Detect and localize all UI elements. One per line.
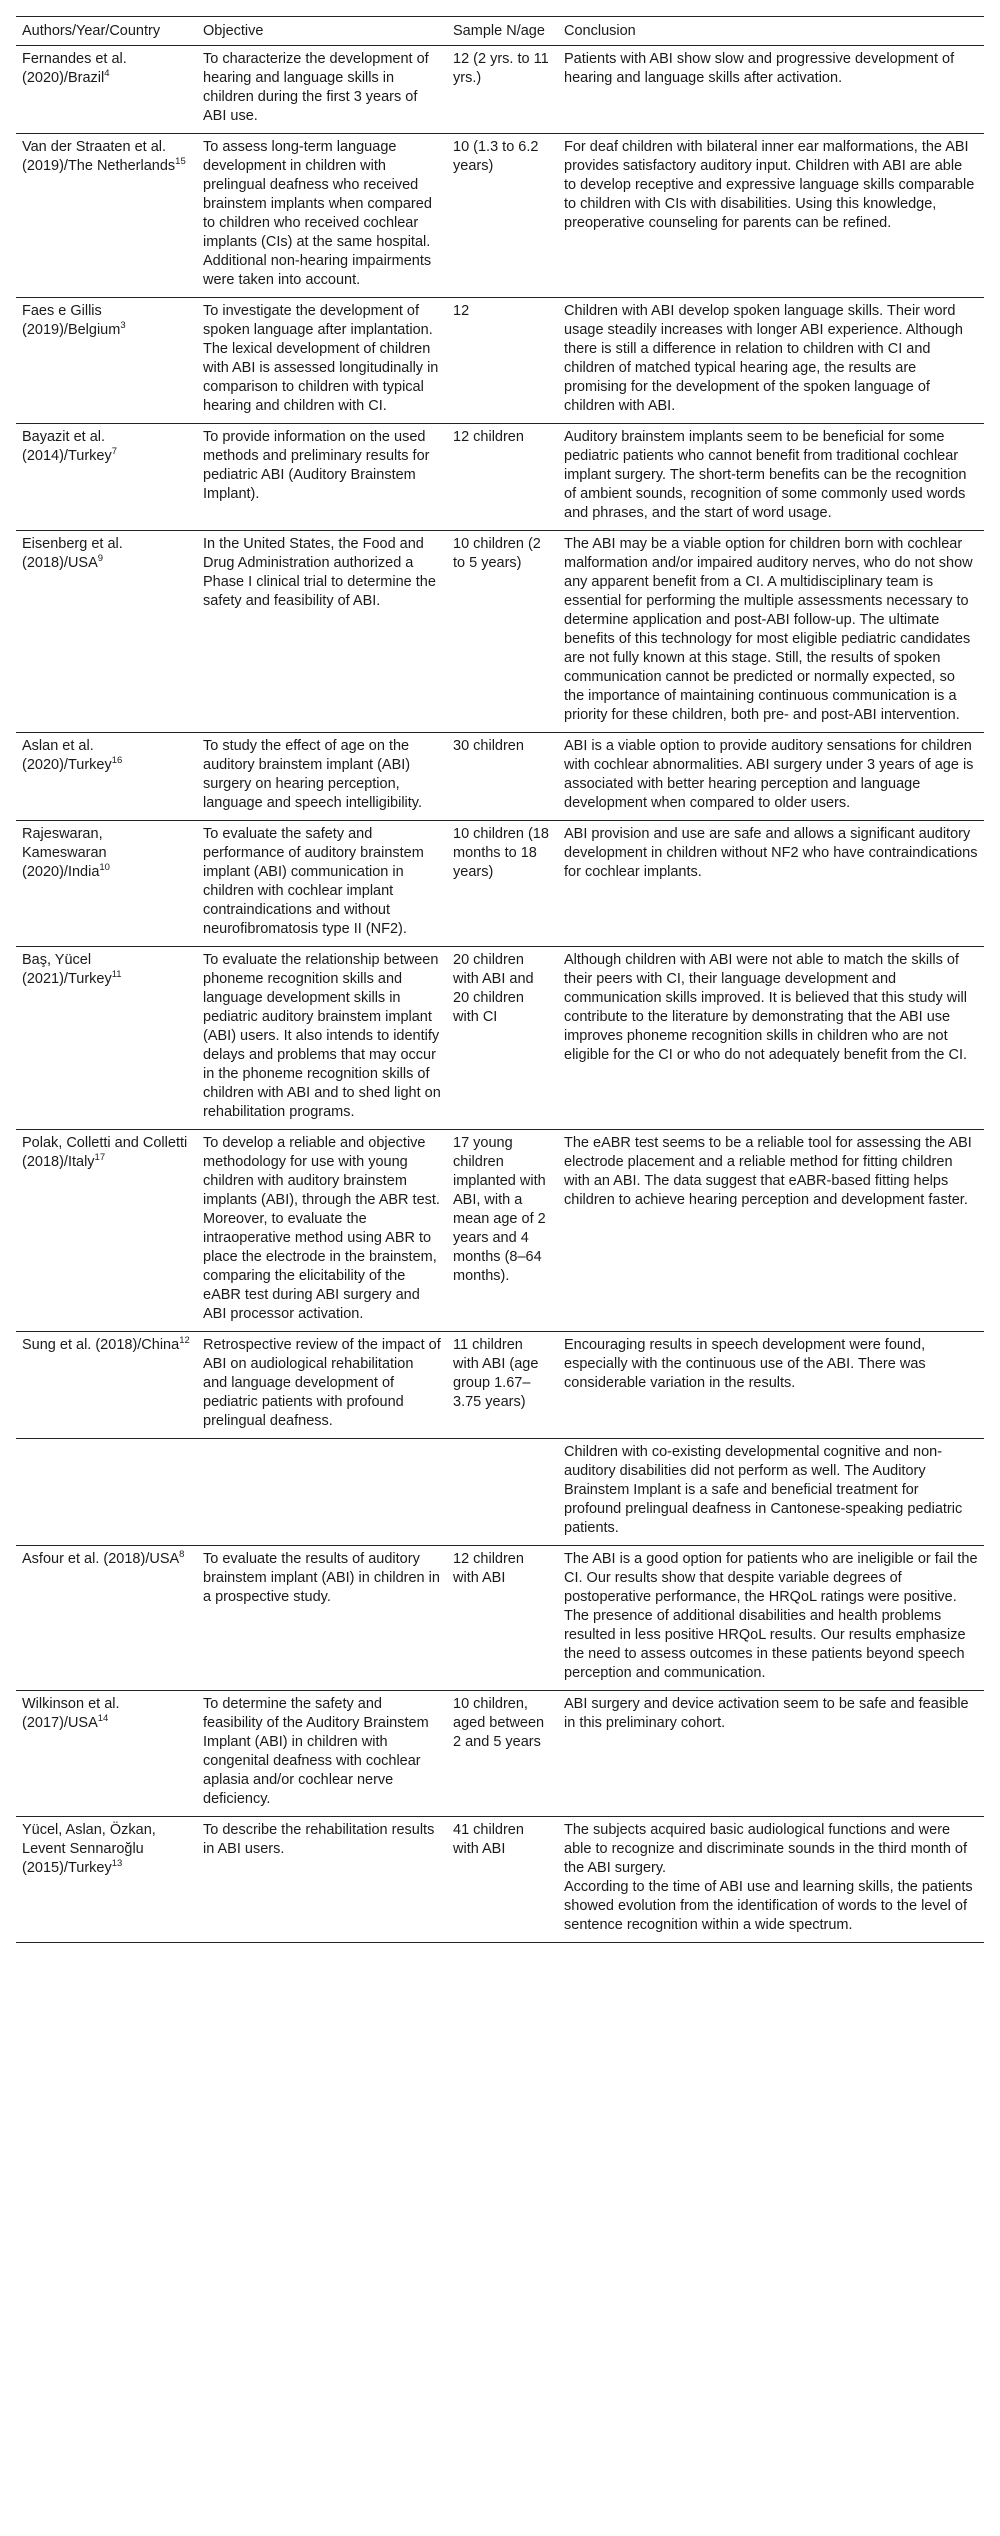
author-text: Fernandes et al. (2020)/Brazil <box>22 51 127 86</box>
table-row <box>16 733 984 821</box>
objective-cell: To evaluate the safety and performance of auditory brainstem implant (ABI) communication in children with cochlear implant contraindications and without neurofibromatosis type II (NF2). <box>197 821 447 947</box>
reference-number: 14 <box>97 1713 109 1725</box>
reference-number: 8 <box>179 1549 185 1561</box>
sample-cell: 20 children with ABI and 20 children with CI <box>447 947 558 1130</box>
objective-cell: To provide information on the used methods and preliminary results for pediatric ABI (Auditory Brainstem Implant). <box>197 424 447 531</box>
sample-cell: 10 children (2 to 5 years) <box>447 531 558 733</box>
sample-cell: 30 children <box>447 733 558 821</box>
table-row <box>16 134 984 298</box>
conclusion-paragraph: The subjects acquired basic audiological functions and were able to recognize and discriminate sounds in the third month of the ABI surgery. <box>564 1822 968 1876</box>
conclusion-cell: ABI provision and use are safe and allows a significant auditory development in children without NF2 who have contraindications for cochlear implants. <box>558 821 984 947</box>
author-text: Baş, Yücel (2021)/Turkey <box>22 952 112 987</box>
conclusion-cell: The ABI may be a viable option for children born with cochlear malformation and/or impaired auditory nerves, who do not show any apparent benefit from a CI. A multidisciplinary team is essential for performing the multiple assessments necessary to determine application and post-ABI follow-up. The ultimate benefits of this technology for most eligible pediatric candidates are not fully known at this stage. Still, the results of spoken communication cannot be predicted or normally expected, so the importance of maintaining continuous communication is a priority for these children, both pre- and post-ABI intervention. <box>558 531 984 733</box>
objective-cell: In the United States, the Food and Drug Administration authorized a Phase I clinical trial to determine the safety and feasibility of ABI. <box>197 531 447 733</box>
table-row-continuation <box>16 1439 984 1546</box>
table-row <box>16 1817 984 1943</box>
conclusion-cell: The ABI is a good option for patients who are ineligible or fail the CI. Our results show that despite variable degrees of postoperative performance, the HRQoL ratings were positive. The presence of additional disabilities and health problems resulted in less positive HRQoL results. Our results emphasize the need to assess outcomes in these patients beyond speech perception and communication. <box>558 1546 984 1691</box>
conclusion-cell: Encouraging results in speech development were found, especially with the continuous use of the ABI. There was considerable variation in the results. <box>558 1332 984 1439</box>
objective-cell: Retrospective review of the impact of ABI on audiological rehabilitation and language development of pediatric patients with profound prelingual deafness. <box>197 1332 447 1439</box>
author-cell <box>16 298 197 424</box>
header-authors: Authors/Year/Country <box>16 17 197 46</box>
sample-cell: 12 (2 yrs. to 11 yrs.) <box>447 46 558 134</box>
author-cell <box>16 733 197 821</box>
conclusion-cell: For deaf children with bilateral inner ear malformations, the ABI provides satisfactory auditory input. Children with ABI are able to develop receptive and expressive language skills comparable to children with CIs with disabilities. Using this knowledge, preoperative counseling for parents can be refined. <box>558 134 984 298</box>
author-cell <box>16 947 197 1130</box>
conclusion-cell: The eABR test seems to be a reliable tool for assessing the ABI electrode placement and a reliable method for fitting children with an ABI. The data suggest that eABR-based fitting helps children to achieve hearing perception and development faster. <box>558 1130 984 1332</box>
author-cell <box>16 46 197 134</box>
conclusion-cell: Although children with ABI were not able to match the skills of their peers with CI, their language development and communication skills improved. It is believed that this study will contribute to the literature by demonstrating that the ABI use improves phoneme recognition skills in children who are not eligible for the CI or who do not adequately benefit from the CI. <box>558 947 984 1130</box>
objective-cell: To characterize the development of hearing and language skills in children during the first 3 years of ABI use. <box>197 46 447 134</box>
sample-cell: 41 children with ABI <box>447 1817 558 1943</box>
objective-cell: To evaluate the results of auditory brainstem implant (ABI) in children in a prospective study. <box>197 1546 447 1691</box>
table-row <box>16 1332 984 1439</box>
conclusion-cell: ABI is a viable option to provide auditory sensations for children with cochlear abnormalities. ABI surgery under 3 years of age is associated with better hearing perception and language development when compared to older users. <box>558 733 984 821</box>
reference-number: 17 <box>94 1152 106 1164</box>
author-text: Bayazit et al. (2014)/Turkey <box>22 429 112 464</box>
author-cell <box>16 1130 197 1332</box>
objective-cell: To develop a reliable and objective methodology for use with young children with auditory brainstem implants (ABI), through the ABR test. Moreover, to evaluate the intraoperative method using ABR to place the electrode in the brainstem, comparing the elicitability of the eABR test during ABI surgery and ABI processor activation. <box>197 1130 447 1332</box>
conclusion-paragraph: According to the time of ABI use and learning skills, the patients showed evolution from the identification of words to the level of sentence recognition within a wide spectrum. <box>564 1879 973 1933</box>
author-cell <box>16 821 197 947</box>
author-text: Wilkinson et al. (2017)/USA <box>22 1696 120 1731</box>
reference-number: 16 <box>111 755 123 767</box>
table-row <box>16 1691 984 1817</box>
header-sample: Sample N/age <box>447 17 558 46</box>
author-cell <box>16 1817 197 1943</box>
sample-cell: 12 <box>447 298 558 424</box>
sample-cell: 11 children with ABI (age group 1.67–3.75 years) <box>447 1332 558 1439</box>
author-text: Eisenberg et al. (2018)/USA <box>22 536 123 571</box>
reference-number: 15 <box>175 156 186 168</box>
objective-cell: To investigate the development of spoken language after implantation. The lexical development of children with ABI is assessed longitudinally in comparison to children with typical hearing and children with CI. <box>197 298 447 424</box>
reference-number: 11 <box>111 969 122 981</box>
sample-cell: 12 children with ABI <box>447 1546 558 1691</box>
conclusion-cell: Children with ABI develop spoken language skills. Their word usage steadily increases with longer ABI experience. Although there is still a difference in relation to children with CI and children of matched typical hearing age, the results are promising for the development of the spoken language of children with ABI. <box>558 298 984 424</box>
table-row <box>16 821 984 947</box>
table-row <box>16 46 984 134</box>
table-row <box>16 424 984 531</box>
author-cell <box>16 134 197 298</box>
author-cell <box>16 1691 197 1817</box>
conclusion-cell: Children with co-existing developmental cognitive and non-auditory disabilities did not perform as well. The Auditory Brainstem Implant is a safe and beneficial treatment for profound prelingual deafness in Cantonese-speaking pediatric patients. <box>558 1439 984 1546</box>
reference-number: 12 <box>179 1335 190 1347</box>
author-cell-empty <box>16 1439 197 1546</box>
objective-cell: To describe the rehabilitation results in ABI users. <box>197 1817 447 1943</box>
author-cell <box>16 531 197 733</box>
sample-cell: 12 children <box>447 424 558 531</box>
conclusion-cell <box>558 1817 984 1943</box>
table-row <box>16 947 984 1130</box>
table-row <box>16 1130 984 1332</box>
objective-cell: To study the effect of age on the auditory brainstem implant (ABI) surgery on hearing perception, language and speech intelligibility. <box>197 733 447 821</box>
table-row <box>16 1546 984 1691</box>
reference-number: 7 <box>111 446 118 458</box>
header-conclusion: Conclusion <box>558 17 984 46</box>
author-cell <box>16 1546 197 1691</box>
conclusion-cell: Patients with ABI show slow and progressive development of hearing and language skills after activation. <box>558 46 984 134</box>
reference-number: 10 <box>99 862 110 874</box>
objective-cell: To assess long-term language development in children with prelingual deafness who received brainstem implants when compared to children who received cochlear implants (CIs) at the same hospital. Additional non-hearing impairments were taken into account. <box>197 134 447 298</box>
reference-number: 13 <box>111 1858 123 1870</box>
sample-cell: 17 young children implanted with ABI, with a mean age of 2 years and 4 months (8–64 months). <box>447 1130 558 1332</box>
reference-number: 3 <box>120 320 126 332</box>
author-text: Van der Straaten et al. (2019)/The Netherlands <box>22 139 176 174</box>
author-text: Polak, Colletti and Colletti (2018)/Italy <box>22 1135 188 1170</box>
author-cell <box>16 424 197 531</box>
author-text: Rajeswaran, Kameswaran (2020)/India <box>22 826 107 880</box>
conclusion-cell: Auditory brainstem implants seem to be beneficial for some pediatric patients who cannot benefit from traditional cochlear implant surgery. The short-term benefits can be the recognition of ambient sounds, recognition of some commonly used words and phrases, and the start of word usage. <box>558 424 984 531</box>
studies-table <box>16 16 984 1943</box>
conclusion-cell: ABI surgery and device activation seem to be safe and feasible in this preliminary cohort. <box>558 1691 984 1817</box>
author-cell <box>16 1332 197 1439</box>
author-text: Asfour et al. (2018)/USA <box>22 1551 180 1567</box>
reference-number: 9 <box>97 553 104 565</box>
header-row <box>16 17 984 46</box>
author-text: Faes e Gillis (2019)/Belgium <box>22 303 121 338</box>
objective-cell: To evaluate the relationship between phoneme recognition skills and language development skills in pediatric auditory brainstem implant (ABI) users. It also intends to identify delays and problems that may occur in the phoneme recognition skills of children with ABI and to shed light on rehabilitation programs. <box>197 947 447 1130</box>
reference-number: 4 <box>104 68 110 80</box>
table-row <box>16 298 984 424</box>
objective-cell: To determine the safety and feasibility of the Auditory Brainstem Implant (ABI) in children with congenital deafness with cochlear aplasia and/or cochlear nerve deficiency. <box>197 1691 447 1817</box>
sample-cell: 10 children, aged between 2 and 5 years <box>447 1691 558 1817</box>
header-objective: Objective <box>197 17 447 46</box>
sample-cell: 10 children (18 months to 18 years) <box>447 821 558 947</box>
author-text: Yücel, Aslan, Özkan, Levent Sennaroğlu (2015)/Turkey <box>22 1822 156 1876</box>
author-text: Aslan et al. (2020)/Turkey <box>22 738 112 773</box>
sample-cell: 10 (1.3 to 6.2 years) <box>447 134 558 298</box>
sample-cell-empty <box>447 1439 558 1546</box>
objective-cell-empty <box>197 1439 447 1546</box>
table-row <box>16 531 984 733</box>
author-text: Sung et al. (2018)/China <box>22 1337 180 1353</box>
